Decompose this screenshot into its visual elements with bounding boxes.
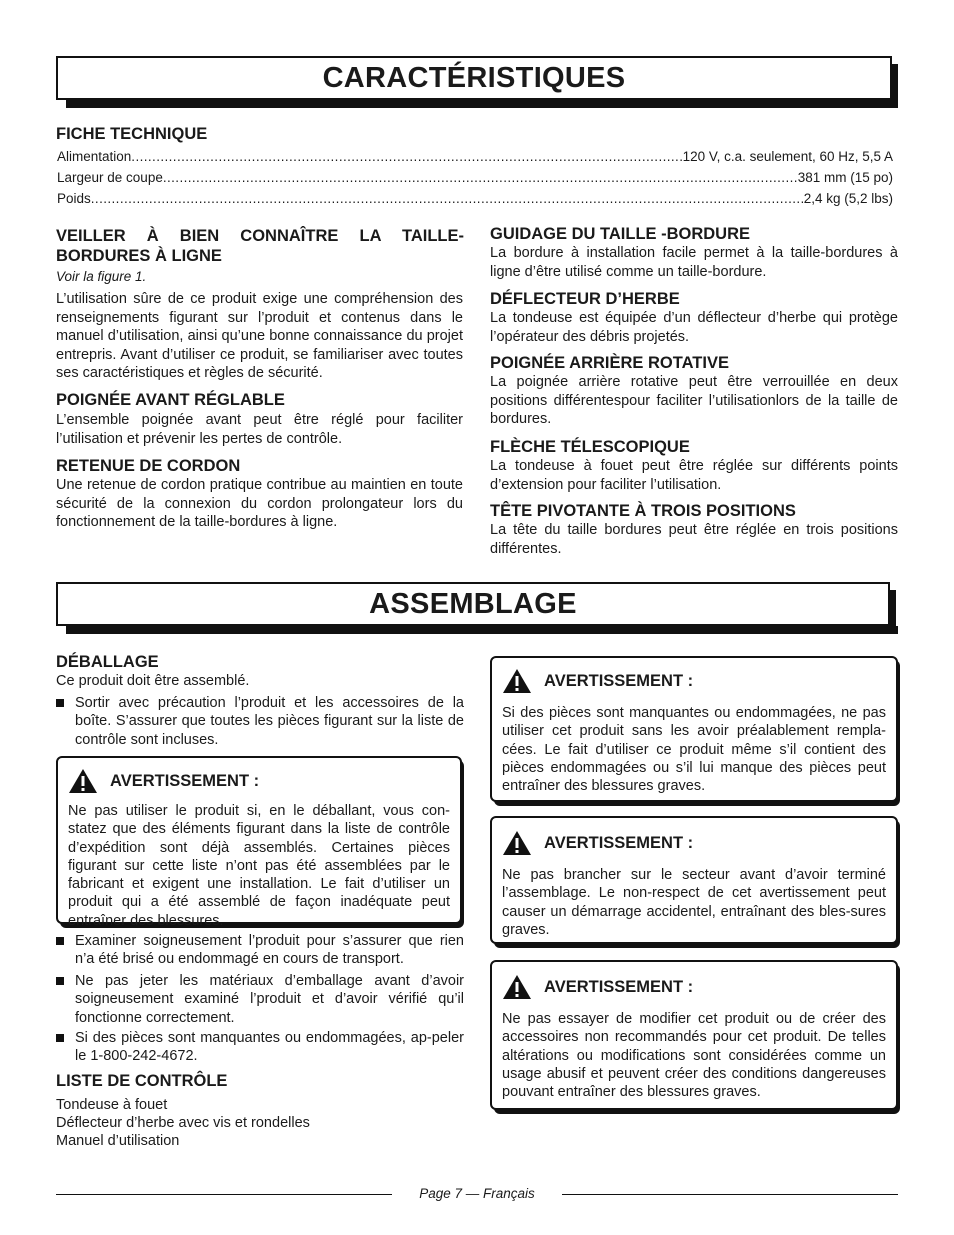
- warning-title: AVERTISSEMENT :: [544, 671, 694, 690]
- deflector-heading: DÉFLECTEUR D’HERBE: [490, 290, 680, 308]
- guide-heading: GUIDAGE DU TAILLE -BORDURE: [490, 225, 751, 243]
- spec-value: 120 V, c.a. seulement, 60 Hz, 5,5 A: [682, 149, 893, 164]
- handle-paragraph: L’ensemble poignée avant peut être réglé pour faciliter l’utilisation et prévenir les pertes de contrôle.: [56, 412, 463, 447]
- warning-header: [502, 972, 886, 1002]
- warning-text: Si des pièces sont manquantes ou endommagées, ne pas utiliser cet produit sans les avoir préalablement rempla-cées. Le fait d’utiliser ce produit même s’il contient des pièces endommagées ou s’il lui manque des pièces peut entraîner des blessures graves.: [502, 705, 886, 795]
- warning-text: Ne pas brancher sur le secteur avant d’avoir terminé l’assemblage. Le non-respect de cet avertissement peut causer un démarrage accidentel, entraînant des bles-sures graves.: [502, 867, 886, 938]
- list-item: [56, 972, 464, 1027]
- warning-title: AVERTISSEMENT :: [544, 833, 694, 852]
- section-title: ASSEMBLAGE: [369, 588, 577, 620]
- spec-label: Poids: [57, 191, 91, 206]
- warning-title: AVERTISSEMENT :: [110, 771, 260, 790]
- list-item: [56, 1029, 464, 1066]
- warning-header: [502, 828, 886, 858]
- warning-triangle-icon: [502, 668, 532, 694]
- bullet-text: Si des pièces sont manquantes ou endommagées, ap-peler le 1-800-242-4672.: [75, 1030, 464, 1065]
- section-banner-features: [56, 56, 892, 100]
- head-heading: TÊTE PIVOTANTE À TROIS POSITIONS: [490, 502, 796, 520]
- page-number: Page 7 — Français: [419, 1186, 535, 1201]
- head-paragraph: La tête du taille bordures peut être réglée en trois positions différentes.: [490, 522, 898, 557]
- bullet-square: [56, 699, 64, 707]
- know-paragraph: L’utilisation sûre de ce produit exige une compréhension des renseignements figurant sur l’produit et contenus dans le manuel d’utilisation, ainsi qu’une bonne connaissance du projet entrepris. Avant d’utiliser ce produit, se familiariser avec toutes ses caractéristiques et règles de sécurité.: [56, 291, 463, 382]
- rear-handle-paragraph: La poignée arrière rotative peut être verrouillée en deux positions différentespour faciliter l’utilisationlors de la taille de bordures.: [490, 374, 898, 428]
- warning-title: AVERTISSEMENT :: [544, 977, 694, 996]
- cord-paragraph: Une retenue de cordon pratique contribue au maintien en toute sécurité de la connexion du cordon prolongateur lors du fonctionnement de la taille-bordures à ligne.: [56, 477, 463, 531]
- deflector-paragraph: La tondeuse est équipée d’un déflecteur d’herbe qui protège l’opérateur des débris projetés.: [490, 310, 898, 345]
- bullet-text: Examiner soigneusement l’produit pour s’assurer que rien n’a été brisé ou endommagé en cours de transport.: [75, 933, 464, 968]
- handle-heading: POIGNÉE AVANT RÉGLABLE: [56, 391, 285, 409]
- banner-shadow: [66, 100, 898, 108]
- bullet-square: [56, 977, 64, 985]
- warning-box: [490, 960, 898, 1110]
- boom-paragraph: La tondeuse à fouet peut être réglée sur différents points d’extension pour faciliter l’utilisation.: [490, 458, 898, 493]
- specs-heading: FICHE TECHNIQUE: [56, 125, 208, 143]
- spec-label: Largeur de coupe: [57, 170, 163, 185]
- checklist-item: Manuel d’utilisation: [56, 1133, 180, 1149]
- checklist-item: Déflecteur d’herbe avec vis et rondelles: [56, 1115, 310, 1131]
- warning-header: [502, 666, 886, 696]
- banner-shadow: [890, 590, 896, 634]
- checklist-heading: LISTE DE CONTRÔLE: [56, 1072, 228, 1090]
- list-item: [56, 932, 464, 969]
- bullet-square: [56, 1034, 64, 1042]
- bullet-text: Sortir avec précaution l’produit et les accessoires de la boîte. S’assurer que toutes les pièces figurant sur la liste de contrôle sont incluses.: [75, 695, 464, 748]
- banner-shadow: [892, 64, 898, 108]
- unpacking-heading: DÉBALLAGE: [56, 653, 159, 671]
- warning-triangle-icon: [502, 974, 532, 1000]
- spec-label: Alimentation: [57, 149, 132, 164]
- warning-text: Ne pas utiliser le produit si, en le déballant, vous con-statez que des éléments figurant dans la liste de contrôle d’expédition sont déjà assemblés. Certaines pièces figurant sur cette liste n’ont pas été assemblées par le fabricant et exigent une installation. Le fait d’utiliser un produit qui a été assemblé de façon inadéquate peut entraîner des blessures.: [68, 803, 450, 929]
- warning-box: [490, 816, 898, 944]
- checklist-item: Tondeuse à fouet: [56, 1097, 168, 1113]
- spec-row: [57, 148, 893, 166]
- bullet-text: Ne pas jeter les matériaux d’emballage avant d’avoir soigneusement examiné l’produit et d’avoir vérifié qu’il fonctionne correctement.: [75, 973, 464, 1026]
- section-banner-assembly: [56, 582, 890, 626]
- spec-value: 381 mm (15 po): [797, 170, 893, 185]
- spec-row: [57, 169, 893, 187]
- warning-box: [490, 656, 898, 802]
- rear-handle-heading: POIGNÉE ARRIÈRE ROTATIVE: [490, 354, 729, 372]
- cord-heading: RETENUE DE CORDON: [56, 457, 241, 475]
- bullet-square: [56, 937, 64, 945]
- spec-row: [57, 190, 893, 208]
- unpacking-intro: Ce produit doit être assemblé.: [56, 673, 250, 689]
- warning-triangle-icon: [502, 830, 532, 856]
- banner-shadow: [66, 626, 898, 634]
- list-item: [56, 694, 464, 749]
- spec-value: 2,4 kg (5,2 lbs): [803, 191, 893, 206]
- warning-text: Ne pas essayer de modifier cet produit ou de créer des accessoires non recommandés pour cet produit. De telles altérations ou modifications sont considérées comme un usage abusif et peuvent créer des conditions dangereuses pouvant entraîner des blessures graves.: [502, 1011, 886, 1101]
- section-title: CARACTÉRISTIQUES: [322, 62, 626, 94]
- guide-paragraph: La bordure à installation facile permet à la taille-bordures à ligne d’être utilisé comme un taille-bordure.: [490, 245, 898, 280]
- warning-triangle-icon: [68, 768, 98, 794]
- know-heading: VEILLER À BIEN CONNAÎTRE LA TAILLE-BORDURES À LIGNE: [56, 227, 464, 265]
- warning-header: [68, 766, 450, 796]
- figure-reference: Voir la figure 1.: [56, 269, 147, 284]
- boom-heading: FLÈCHE TÉLESCOPIQUE: [490, 438, 690, 456]
- warning-box: [56, 756, 462, 929]
